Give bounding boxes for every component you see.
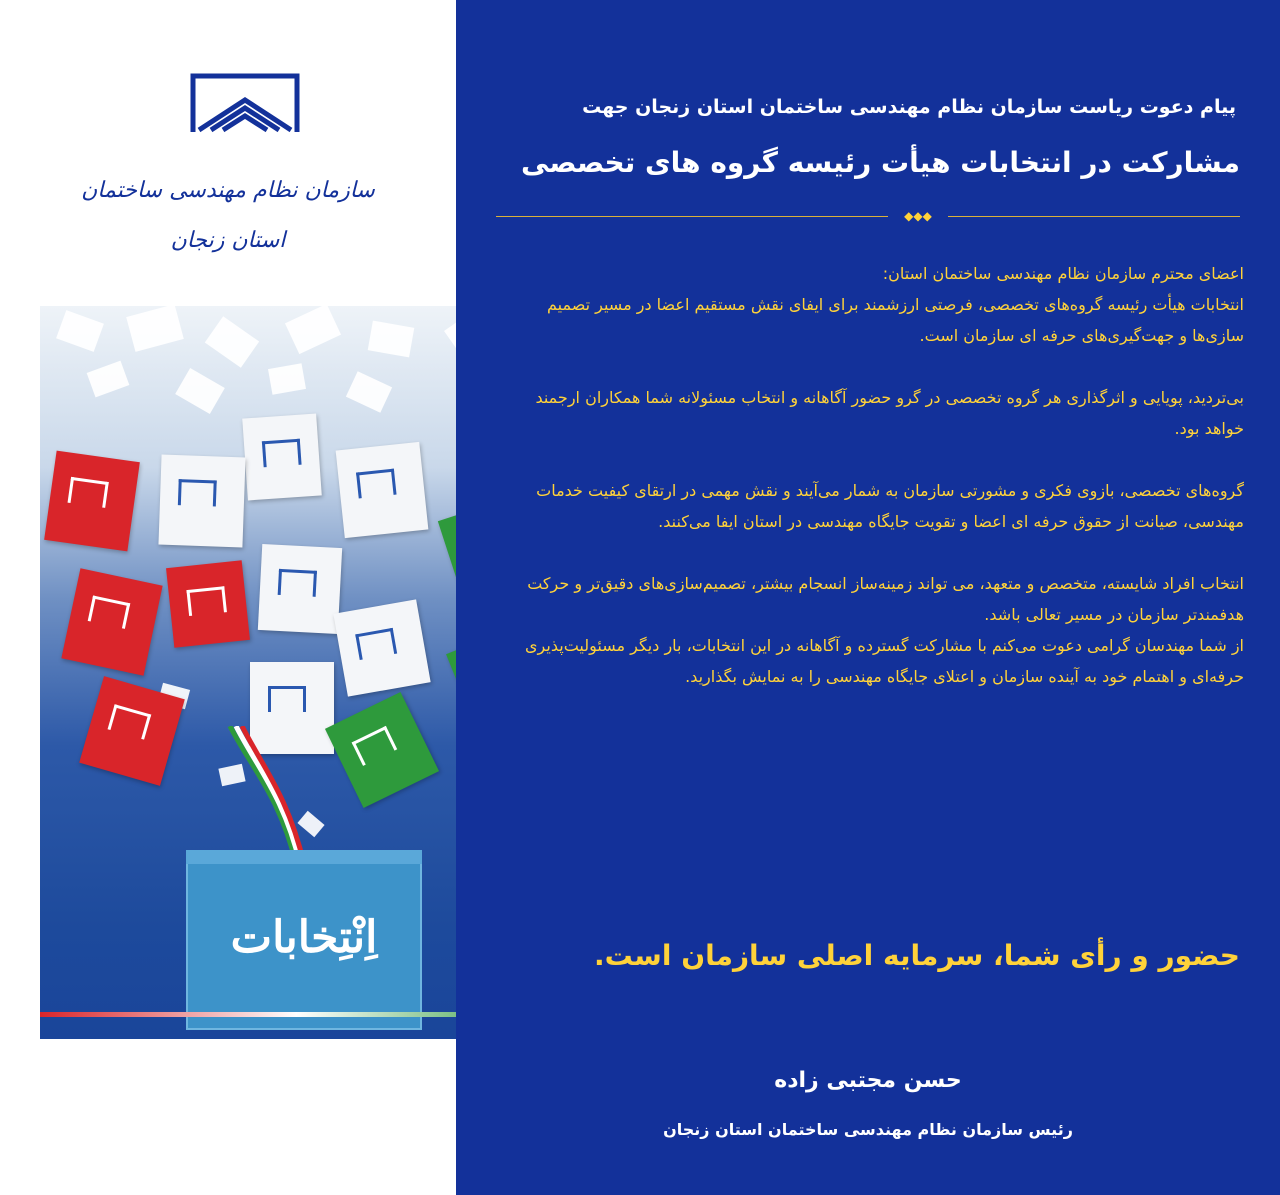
flying-paper bbox=[87, 361, 130, 398]
title-divider bbox=[496, 216, 1240, 217]
message-body bbox=[492, 258, 1244, 692]
ballot-box-icon bbox=[186, 862, 422, 1030]
paragraph-5: از شما مهندسان گرامی دعوت می‌کنم با مشارکت گسترده و آگاهانه در این انتخابات، بار دیگر مسئولیت‌پذیری حرفه‌ای و اهتمام خود به آینده سازمان و اعتلای جایگاه مهندسی را به نمایش بگذارید. bbox=[525, 636, 1244, 686]
flying-paper bbox=[205, 316, 259, 367]
ballot-card-icon bbox=[325, 692, 439, 808]
message-title: مشارکت در انتخابات هیأت رئیسه گروه های تخصصی bbox=[521, 146, 1240, 179]
signer-name: حسن مجتبی زاده bbox=[774, 1068, 962, 1093]
flying-paper bbox=[368, 321, 415, 358]
paragraph-4: انتخاب افراد شایسته، متخصص و متعهد، می تواند زمینه‌ساز انسجام بیشتر، تصمیم‌سازی‌های دقیق‌تر و حرکت هدفمندتر سازمان در مسیر تعالی باشد. bbox=[527, 574, 1244, 624]
signer-role: رئیس سازمان نظام مهندسی ساختمان استان زنجان bbox=[663, 1120, 1073, 1139]
left-panel bbox=[0, 0, 456, 1195]
ballot-card-icon bbox=[242, 414, 322, 501]
closing-statement: حضور و رأی شما، سرمایه اصلی سازمان است. bbox=[594, 939, 1240, 972]
paragraph-3: گروه‌های تخصصی، بازوی فکری و مشورتی سازمان به شمار می‌آیند و نقش مهمی در ارتقای کیفیت خدمات مهندسی، صیانت از حقوق حرفه ای اعضا و تقویت جایگاه مهندسی در استان ایفا می‌کنند. bbox=[536, 481, 1244, 531]
message-panel bbox=[456, 0, 1280, 1195]
flying-paper bbox=[126, 306, 184, 352]
flying-paper bbox=[346, 371, 392, 412]
logo-org-name: سازمان نظام مهندسی ساختمان bbox=[81, 178, 375, 203]
message-subtitle: پیام دعوت ریاست سازمان نظام مهندسی ساختمان استان زنجان جهت bbox=[582, 96, 1236, 118]
flying-paper bbox=[268, 363, 306, 395]
paragraph-1: انتخابات هیأت رئیسه گروه‌های تخصصی، فرصتی ارزشمند برای ایفای نقش مستقیم اعضا در مسیر تصمیم سازی‌ها و جهت‌گیری‌های حرفه ای سازمان است. bbox=[547, 295, 1244, 345]
building-roof-logo-icon bbox=[185, 70, 305, 140]
ballot-card-icon bbox=[158, 455, 245, 548]
ballot-card-icon bbox=[258, 544, 342, 634]
ballot-card-icon bbox=[166, 560, 250, 648]
flying-paper bbox=[175, 368, 225, 414]
paragraph-2: بی‌تردید، پویایی و اثرگذاری هر گروه تخصصی در گرو حضور آگاهانه و انتخاب مسئولانه شما همکاران ارجمند خواهد بود. bbox=[535, 388, 1244, 438]
divider-ornament: ◆◆◆ bbox=[888, 208, 948, 224]
ballot-card-icon bbox=[336, 442, 429, 538]
ballot-card-icon bbox=[333, 599, 430, 696]
flag-ribbon-icon bbox=[220, 726, 310, 866]
flying-paper bbox=[285, 306, 341, 354]
ballot-card-icon bbox=[44, 451, 140, 552]
greeting: اعضای محترم سازمان نظام مهندسی ساختمان استان: bbox=[882, 264, 1244, 283]
ballot-card-icon bbox=[61, 568, 162, 675]
flying-paper bbox=[56, 310, 104, 352]
ballot-box-label: اِنْتِخابات bbox=[230, 912, 378, 963]
logo-province-name: استان زنجان bbox=[170, 228, 286, 253]
